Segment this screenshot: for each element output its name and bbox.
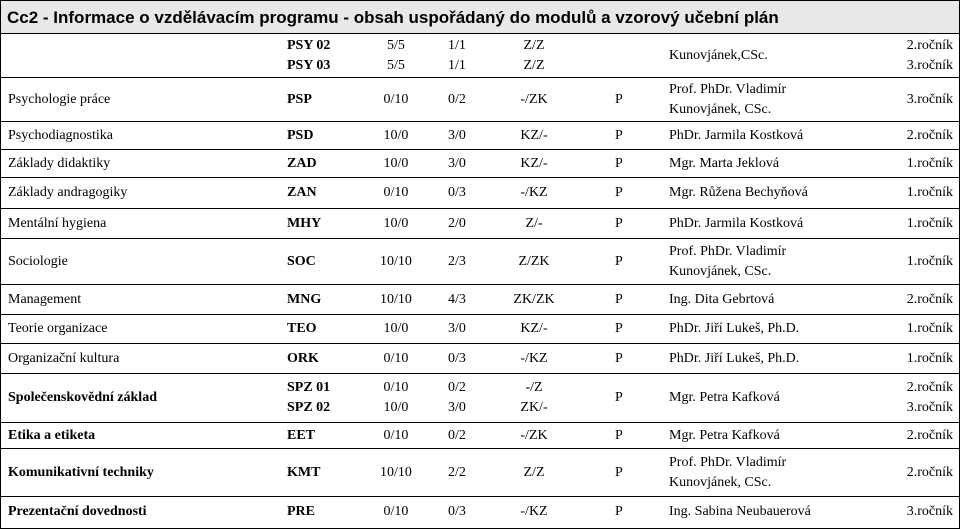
teacher-cell: [669, 497, 811, 527]
course-type: P: [615, 321, 623, 336]
teacher-cell: [669, 178, 808, 208]
teacher-cell: [669, 423, 780, 448]
hours-weekly: 0/2: [448, 380, 466, 395]
hours-total: 10/0: [383, 321, 409, 336]
hours-total-cell: [376, 344, 416, 373]
course-name: Základy didaktiky: [8, 155, 111, 171]
course-code: EET: [287, 427, 316, 443]
course-code: ORK: [287, 350, 319, 366]
teacher: Prof. PhDr. Vladimír: [669, 454, 787, 470]
course-name-cell: [8, 122, 113, 149]
course-type-cell: [615, 374, 623, 422]
course-type: P: [615, 464, 623, 480]
course-code: PSP: [287, 91, 312, 107]
course-type-cell: [615, 178, 623, 208]
hours-total: 5/5: [387, 37, 405, 53]
hours-total: 10/0: [383, 400, 409, 415]
hours-total: 10/10: [380, 253, 412, 269]
table-row: [1, 344, 959, 374]
course-code: PSD: [287, 127, 314, 143]
teacher-cell: [669, 150, 779, 177]
exam-type-cell: [506, 449, 562, 496]
study-year: 1.ročník: [906, 215, 953, 231]
study-year-cell: [907, 449, 953, 496]
study-year: 3.ročník: [906, 57, 953, 73]
study-year: 2.ročník: [906, 291, 953, 307]
hours-total-cell: [376, 497, 416, 527]
hours-weekly-cell: [437, 315, 477, 343]
course-type: P: [615, 91, 623, 107]
course-code-cell: [287, 374, 330, 422]
course-code-cell: [287, 423, 315, 448]
hours-weekly: 0/2: [448, 91, 466, 107]
hours-total: 10/0: [383, 215, 409, 231]
course-name: Prezentační dovednosti: [8, 504, 147, 519]
hours-weekly-cell: [437, 497, 477, 527]
hours-weekly: 2/2: [448, 464, 466, 480]
exam-type-cell: [506, 374, 562, 422]
hours-total-cell: [376, 449, 416, 496]
exam-type: ZK/ZK: [513, 291, 555, 307]
teacher: Ing. Sabina Neubauerová: [669, 504, 811, 519]
hours-total-cell: [376, 374, 416, 422]
study-year: 1.ročník: [906, 155, 953, 171]
study-year-cell: [907, 285, 953, 314]
study-year-cell: [907, 497, 953, 527]
course-type-cell: [615, 344, 623, 373]
course-type: P: [615, 185, 623, 200]
course-name-cell: [8, 209, 106, 238]
exam-type-cell: [506, 78, 562, 121]
course-code-cell: [287, 449, 320, 496]
hours-total-cell: [376, 34, 416, 77]
exam-type-cell: [506, 122, 562, 149]
study-year-cell: [907, 150, 953, 177]
study-year: 1.ročník: [906, 321, 953, 336]
exam-type: KZ/-: [520, 155, 548, 171]
study-year-cell: [907, 344, 953, 373]
teacher: Mgr. Růžena Bechyňová: [669, 185, 808, 200]
course-type: P: [615, 127, 623, 143]
exam-type-cell: [506, 344, 562, 373]
page-title: Cc2 - Informace o vzdělávacím programu - obsah uspořádaný do modulů a vzorový učební plán: [1, 1, 959, 34]
hours-weekly-cell: [437, 150, 477, 177]
course-type: P: [615, 291, 623, 307]
hours-total-cell: [376, 239, 416, 284]
exam-type-cell: [506, 315, 562, 343]
table-row: [1, 315, 959, 344]
exam-type-cell: [506, 239, 562, 284]
course-code: SOC: [287, 253, 316, 269]
course-name: Psychologie práce: [8, 91, 111, 107]
course-code-cell: [287, 285, 321, 314]
study-year: 2.ročník: [906, 464, 953, 480]
table-row: [1, 78, 959, 122]
table-row: [1, 423, 959, 449]
course-code: KMT: [287, 464, 321, 480]
course-code-cell: [287, 178, 317, 208]
course-type-cell: [615, 497, 623, 527]
course-name-cell: [8, 374, 157, 422]
hours-weekly-cell: [437, 34, 477, 77]
course-code-cell: [287, 315, 317, 343]
hours-weekly-cell: [437, 209, 477, 238]
course-code-cell: [287, 122, 313, 149]
course-type-cell: [615, 449, 623, 496]
table-row: [1, 374, 959, 423]
study-year-cell: [907, 178, 953, 208]
study-year: 2.ročník: [906, 127, 953, 143]
course-name: Sociologie: [8, 253, 68, 269]
course-type: P: [615, 215, 623, 231]
table-row: [1, 150, 959, 178]
course-name-cell: [8, 150, 110, 177]
course-code: SPZ 02: [287, 400, 331, 415]
exam-type: -/KZ: [520, 504, 548, 519]
teacher-cell: [669, 78, 786, 121]
hours-total: 0/10: [383, 185, 409, 200]
study-year-cell: [907, 122, 953, 149]
hours-total-cell: [376, 423, 416, 448]
exam-type: ZK/-: [520, 400, 548, 415]
hours-total: 0/10: [383, 350, 409, 366]
exam-type-cell: [506, 209, 562, 238]
course-name: Společenskovědní základ: [8, 390, 157, 405]
exam-type: -/KZ: [520, 350, 548, 366]
study-year-cell: [907, 423, 953, 448]
course-code: SPZ 01: [287, 380, 331, 395]
hours-total: 10/10: [380, 464, 412, 480]
course-code-cell: [287, 344, 319, 373]
hours-weekly-cell: [437, 344, 477, 373]
study-year-cell: [907, 34, 953, 77]
table-row: [1, 122, 959, 150]
course-name-cell: [8, 78, 110, 121]
course-code: ZAD: [287, 155, 317, 171]
table-row: [1, 449, 959, 497]
course-name: Organizační kultura: [8, 350, 120, 366]
course-code: TEO: [287, 321, 317, 336]
table-row: [1, 497, 959, 527]
course-name: Etika a etiketa: [8, 427, 96, 443]
course-code: MNG: [287, 291, 322, 307]
study-year: 3.ročník: [906, 400, 953, 415]
course-name-cell: [8, 285, 81, 314]
hours-weekly: 3/0: [448, 127, 466, 143]
course-name: Mentální hygiena: [8, 215, 107, 231]
study-year: 2.ročník: [906, 380, 953, 395]
course-name: Psychodiagnostika: [8, 127, 113, 143]
hours-weekly-cell: [437, 122, 477, 149]
course-name-cell: [8, 315, 107, 343]
course-type: P: [615, 427, 623, 443]
teacher: Mgr. Marta Jeklová: [669, 155, 780, 171]
teacher: Kunovjánek, CSc.: [669, 263, 772, 279]
teacher: Kunovjánek, CSc.: [669, 101, 772, 117]
course-type-cell: [615, 315, 623, 343]
course-type-cell: [615, 423, 623, 448]
course-code-cell: [287, 497, 315, 527]
course-code: ZAN: [287, 185, 317, 200]
hours-weekly: 2/3: [448, 253, 466, 269]
hours-weekly: 2/0: [448, 215, 466, 231]
table-row: [1, 178, 959, 209]
hours-total: 10/0: [383, 127, 409, 143]
exam-type: KZ/-: [520, 321, 548, 336]
hours-total: 0/10: [383, 504, 409, 519]
hours-total-cell: [376, 285, 416, 314]
hours-weekly: 3/0: [448, 321, 466, 336]
table-row: [1, 209, 959, 239]
hours-total-cell: [376, 209, 416, 238]
course-name: Základy andragogiky: [8, 185, 128, 200]
course-type-cell: [615, 209, 623, 238]
hours-total-cell: [376, 78, 416, 121]
teacher: PhDr. Jarmila Kostková: [669, 215, 804, 231]
study-year: 2.ročník: [906, 37, 953, 53]
teacher: Mgr. Petra Kafková: [669, 390, 780, 405]
course-name-cell: [8, 239, 68, 284]
course-code-cell: [287, 150, 317, 177]
study-year: 1.ročník: [906, 253, 953, 269]
exam-type-cell: [506, 150, 562, 177]
course-name: Management: [8, 291, 82, 307]
course-code-cell: [287, 78, 312, 121]
course-name-cell: [8, 497, 147, 527]
course-type-cell: [615, 78, 623, 121]
teacher: PhDr. Jiří Lukeš, Ph.D.: [669, 321, 800, 336]
teacher-cell: [669, 34, 768, 77]
hours-weekly: 0/3: [448, 185, 466, 200]
study-year: 1.ročník: [906, 350, 953, 366]
hours-weekly-cell: [437, 239, 477, 284]
teacher: Prof. PhDr. Vladimír: [669, 81, 787, 97]
course-type: P: [615, 155, 623, 171]
teacher: Prof. PhDr. Vladimír: [669, 243, 787, 259]
exam-type: Z/-: [525, 215, 543, 231]
teacher-cell: [669, 344, 799, 373]
teacher-cell: [669, 315, 799, 343]
hours-total-cell: [376, 150, 416, 177]
hours-total: 0/10: [383, 427, 409, 443]
hours-total: 5/5: [387, 57, 405, 73]
teacher: Kunovjánek, CSc.: [669, 474, 772, 490]
study-year: 1.ročník: [906, 185, 953, 200]
teacher: PhDr. Jiří Lukeš, Ph.D.: [669, 350, 800, 366]
hours-weekly: 4/3: [448, 291, 466, 307]
hours-weekly: 0/3: [448, 504, 466, 519]
teacher-cell: [669, 209, 803, 238]
hours-total: 0/10: [383, 380, 409, 395]
exam-type: KZ/-: [520, 127, 548, 143]
teacher-cell: [669, 449, 786, 496]
course-type-cell: [615, 122, 623, 149]
exam-type-cell: [506, 497, 562, 527]
hours-weekly-cell: [437, 449, 477, 496]
hours-weekly: 1/1: [448, 37, 466, 53]
hours-total-cell: [376, 315, 416, 343]
course-code-cell: [287, 239, 316, 284]
hours-total: 10/0: [383, 155, 409, 171]
study-year-cell: [907, 374, 953, 422]
table-row: [1, 239, 959, 285]
course-name-cell: [8, 344, 119, 373]
hours-weekly-cell: [437, 374, 477, 422]
course-type: P: [615, 350, 623, 366]
exam-type-cell: [506, 178, 562, 208]
study-year-cell: [907, 78, 953, 121]
exam-type: -/Z: [525, 380, 543, 395]
teacher: PhDr. Jarmila Kostková: [669, 127, 804, 143]
hours-total: 10/10: [380, 291, 412, 307]
course-type-cell: [615, 285, 623, 314]
course-code: PSY 03: [287, 57, 331, 73]
teacher-cell: [669, 239, 786, 284]
hours-weekly-cell: [437, 285, 477, 314]
study-year: 3.ročník: [906, 504, 953, 519]
exam-type: -/ZK: [520, 91, 548, 107]
course-type-cell: [615, 239, 623, 284]
hours-weekly: 1/1: [448, 57, 466, 73]
exam-type: Z/Z: [523, 57, 545, 73]
course-code-cell: [287, 34, 330, 77]
hours-weekly-cell: [437, 78, 477, 121]
hours-weekly-cell: [437, 178, 477, 208]
hours-weekly-cell: [437, 423, 477, 448]
course-type-cell: [615, 150, 623, 177]
course-type: P: [615, 504, 623, 519]
hours-weekly: 3/0: [448, 400, 466, 415]
course-code: MHY: [287, 215, 322, 231]
hours-total-cell: [376, 178, 416, 208]
teacher: Ing. Dita Gebrtová: [669, 291, 775, 307]
teacher-cell: [669, 374, 780, 422]
course-type: P: [615, 390, 623, 405]
table-row: [1, 285, 959, 315]
exam-type-cell: [506, 423, 562, 448]
exam-type: -/ZK: [520, 427, 548, 443]
exam-type: Z/ZK: [518, 253, 550, 269]
course-name-cell: [8, 449, 154, 496]
course-code-cell: [287, 209, 321, 238]
exam-type-cell: [506, 285, 562, 314]
course-name: Komunikativní techniky: [8, 464, 154, 480]
teacher: Kunovjánek,CSc.: [669, 47, 768, 63]
exam-type: Z/Z: [523, 37, 545, 53]
hours-weekly: 0/3: [448, 350, 466, 366]
hours-weekly: 3/0: [448, 155, 466, 171]
study-year: 3.ročník: [906, 91, 953, 107]
study-year-cell: [907, 315, 953, 343]
table-row: [1, 34, 959, 78]
study-year-cell: [907, 239, 953, 284]
exam-type-cell: [506, 34, 562, 77]
course-code: PSY 02: [287, 37, 331, 53]
hours-total-cell: [376, 122, 416, 149]
teacher-cell: [669, 122, 803, 149]
course-name: Teorie organizace: [8, 321, 108, 336]
teacher: Mgr. Petra Kafková: [669, 427, 780, 443]
exam-type: Z/Z: [523, 464, 545, 480]
course-code: PRE: [287, 504, 315, 519]
exam-type: -/KZ: [520, 185, 548, 200]
hours-total: 0/10: [383, 91, 409, 107]
study-year-cell: [907, 209, 953, 238]
course-name-cell: [8, 423, 95, 448]
hours-weekly: 0/2: [448, 427, 466, 443]
study-year: 2.ročník: [906, 427, 953, 443]
teacher-cell: [669, 285, 774, 314]
course-name-cell: [8, 178, 127, 208]
course-type: P: [615, 253, 623, 269]
